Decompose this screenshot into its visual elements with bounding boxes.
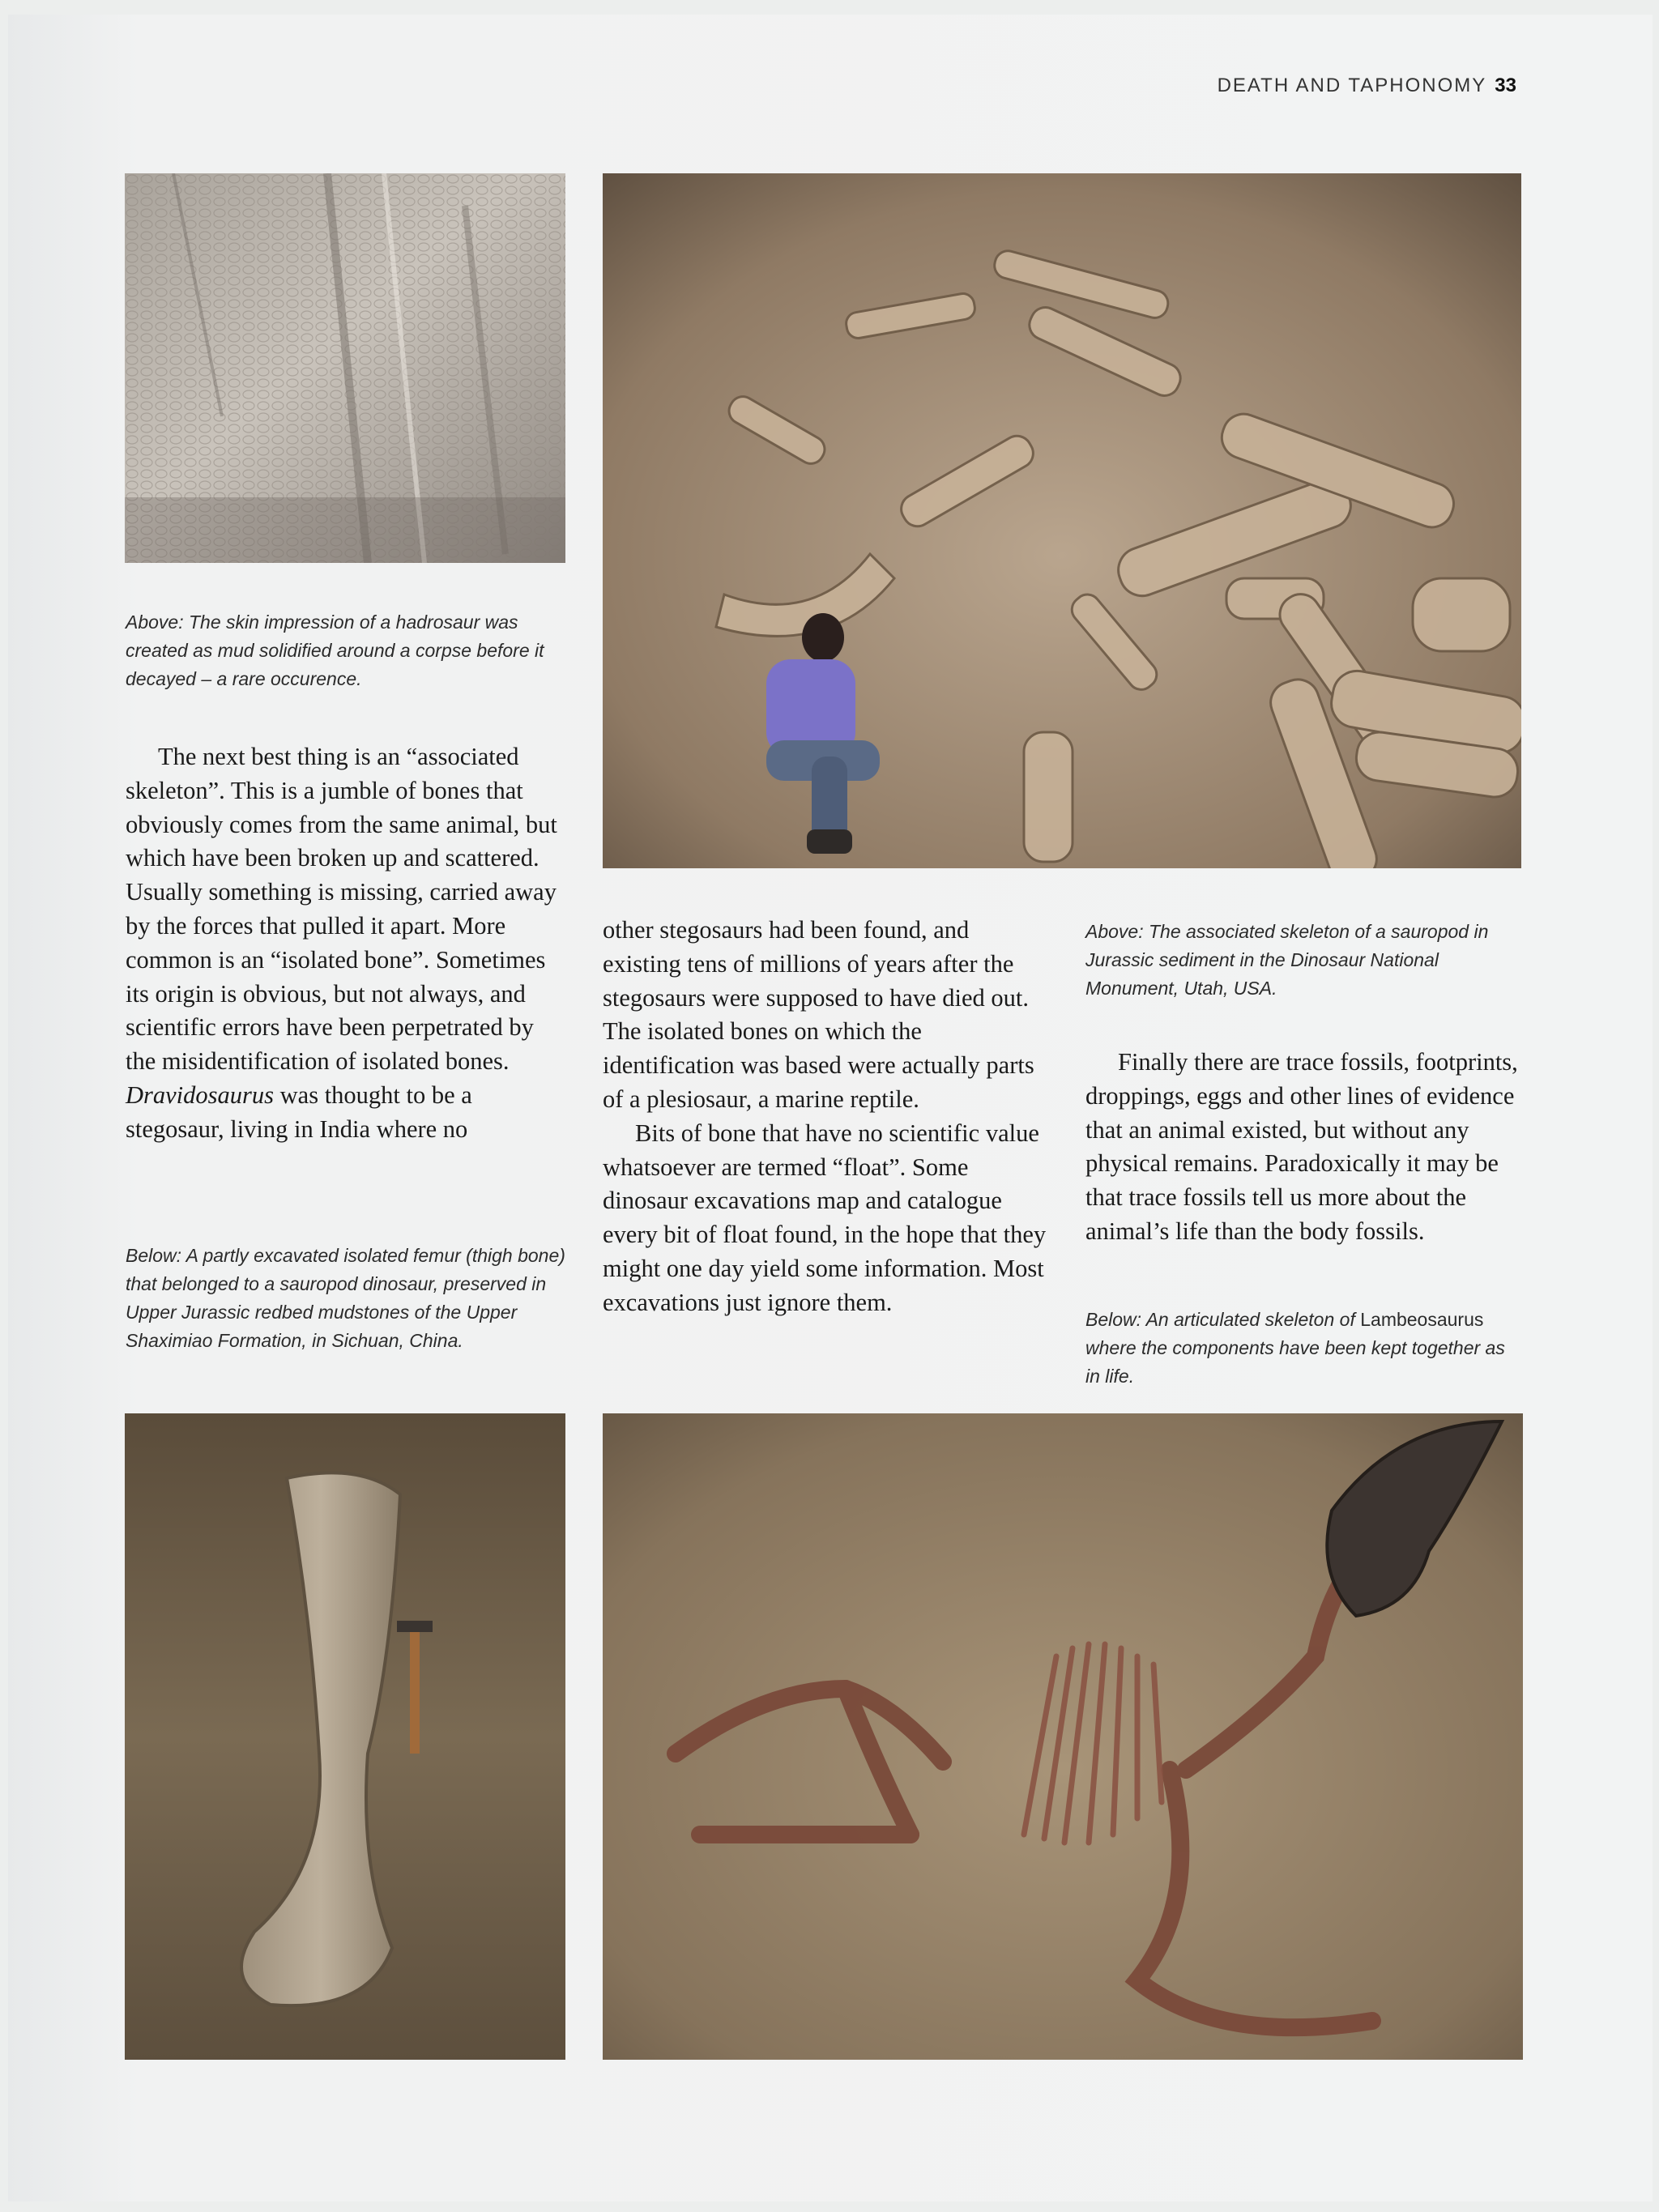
associated-skeleton-photo	[603, 173, 1521, 868]
isolated-femur-photo	[125, 1413, 565, 2060]
col2-paragraph-1: other stegosaurs had been found, and existing tens of millions of years after the stegosaurs were supposed to have died out. The isolated bones on which the identification was based were actually parts of a plesiosaur, a marine reptile.	[603, 916, 1034, 1113]
caption-associated-skeleton: Above: The associated skeleton of a sauropod in Jurassic sediment in the Dinosaur National Monument, Utah, USA.	[1085, 921, 1489, 999]
skin-impression-photo	[125, 173, 565, 563]
col3-paragraph-1: Finally there are trace fossils, footprints, droppings, eggs and other lines of evidence that an animal existed, but without any physical remains. Paradoxically it may be that trace fossils tell us more about the animal’s life than the body fossils.	[1085, 1048, 1518, 1245]
body-column-2	[603, 914, 1047, 1320]
articulated-skeleton-photo	[603, 1413, 1523, 2060]
page-number: 33	[1495, 75, 1516, 96]
col2-paragraph-2: Bits of bone that have no scientific value whatsoever are termed “float”. Some dinosaur excavations map and catalogue every bit of float found, in the hope that they might one day yield some information. Most excavations just ignore them.	[603, 1119, 1047, 1316]
caption-articulated-skeleton: Below: An articulated skeleton of Lambeosaurus where the components have been kept together as in life.	[1085, 1309, 1505, 1387]
body-column-1	[126, 740, 569, 1147]
col1-paragraph-1-end: was thought to be a stegosaur, living in India where no	[126, 1080, 472, 1143]
section-title: DEATH AND TAPHONOMY	[1217, 75, 1487, 96]
col1-paragraph-1: The next best thing is an “associated skeleton”. This is a jumble of bones that obviously comes from the same animal, but which have been broken up and scattered. Usually something is missing, carried away by the forces that pulled it apart. More common is an “isolated bone”. Sometimes its origin is obvious, but not always, and scientific errors have been perpetrated by the misidentification of isolated bones.	[126, 743, 557, 1076]
col1-genus-name: Dravidosaurus	[126, 1080, 275, 1109]
running-header	[1218, 75, 1516, 97]
caption-skin-impression: Above: The skin impression of a hadrosaur was created as mud solidified around a corpse before it decayed – a rare occurence.	[126, 612, 544, 689]
caption-isolated-femur: Below: A partly excavated isolated femur (thigh bone) that belonged to a sauropod dinosaur, preserved in Upper Jurassic redbed mudstones of the Upper Shaximiao Formation, in Sichuan, China.	[126, 1245, 565, 1351]
body-column-3	[1085, 1046, 1523, 1249]
caption-genus-name: Lambeosaurus	[1360, 1309, 1484, 1330]
